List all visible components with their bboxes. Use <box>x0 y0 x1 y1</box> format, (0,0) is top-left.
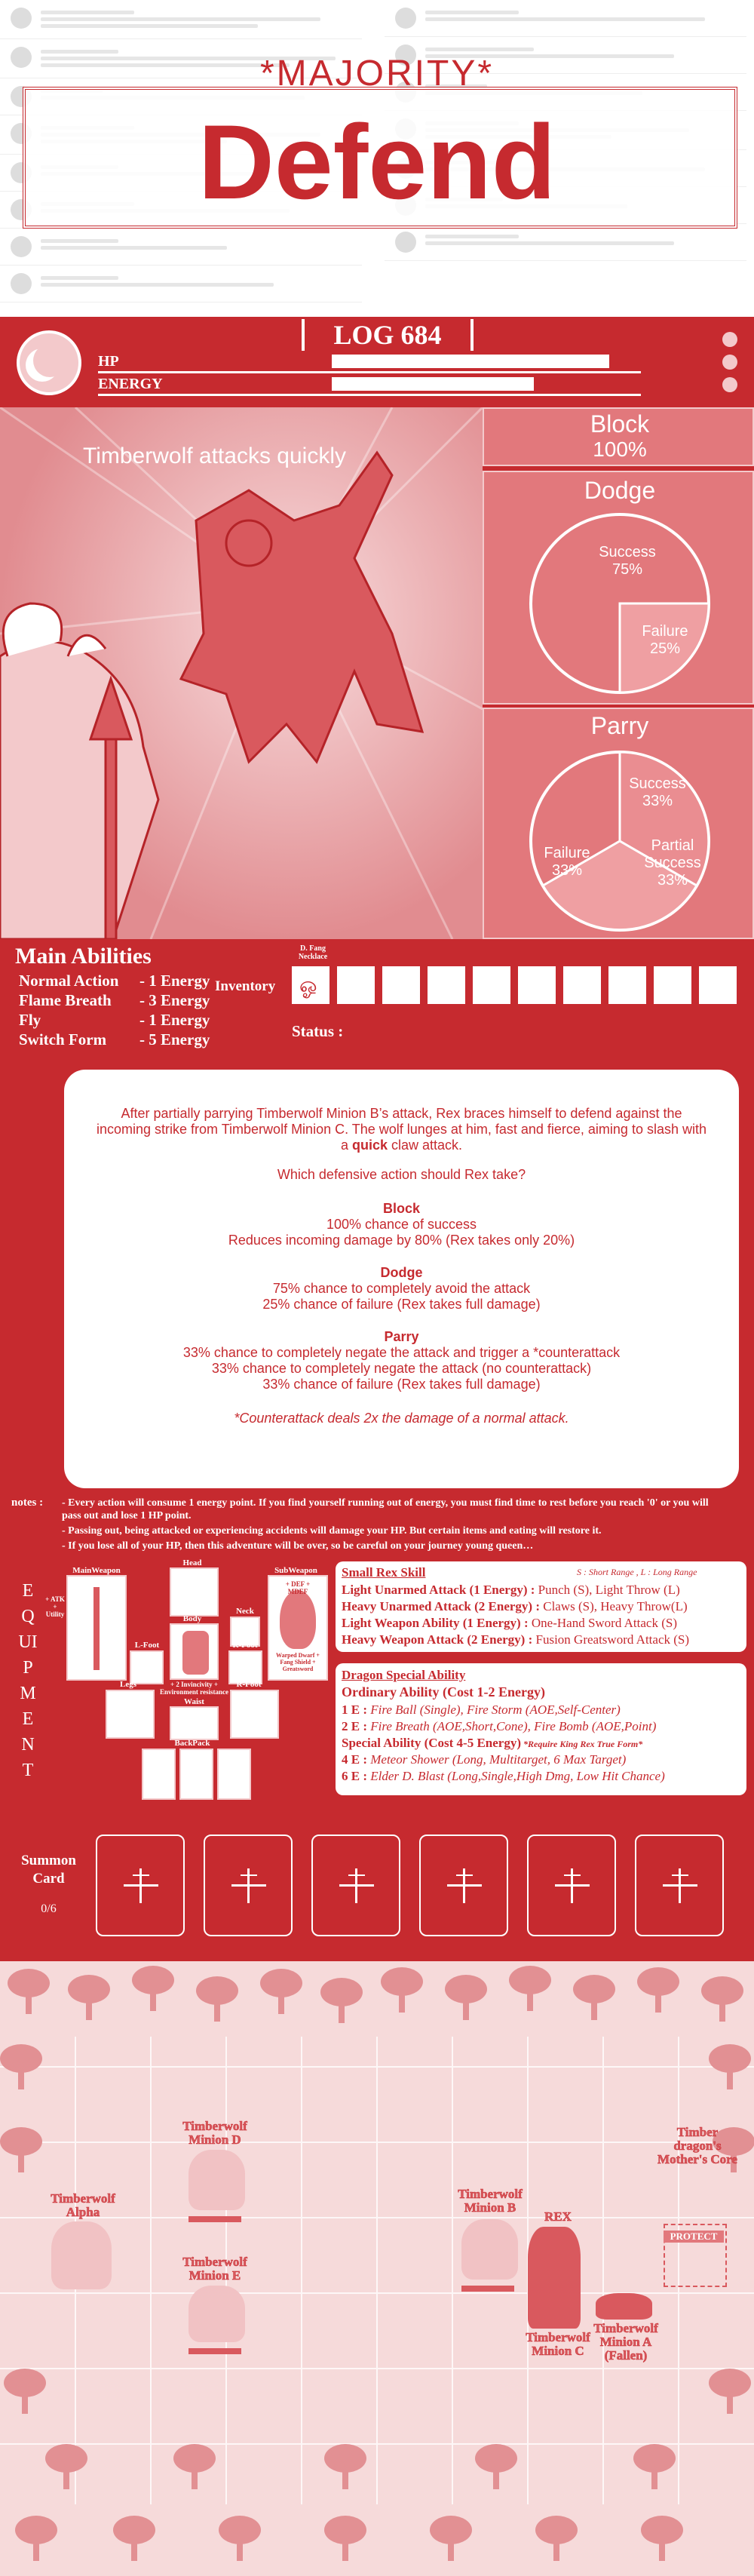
tree-icon <box>113 2516 155 2561</box>
sub-weapon-label: SubWeapon <box>274 1566 317 1575</box>
parry-success-value: 33% <box>642 793 673 809</box>
summon-card-slot[interactable] <box>635 1835 724 1936</box>
range-note: S : Short Range , L : Long Range <box>577 1567 697 1577</box>
dragon-ability-row <box>342 1702 621 1718</box>
tree-icon <box>709 2044 751 2089</box>
block-option-title: Block <box>382 1201 421 1216</box>
ability-cost: - 1 Energy <box>139 972 210 990</box>
dodge-success-label: Success <box>599 544 656 560</box>
parry-title: Parry <box>590 712 649 739</box>
tree-icon <box>324 2516 366 2561</box>
inventory-item-label: D. Fang Necklace <box>298 944 328 961</box>
block-value: 100% <box>593 438 647 461</box>
vote-result: Defend <box>198 103 556 221</box>
unit-label: REX <box>544 2209 572 2224</box>
block-title: Block <box>590 410 650 438</box>
legs-label: Legs <box>120 1680 136 1689</box>
counterattack-note: *Counterattack deals 2x the damage of a normal attack. <box>234 1411 569 1426</box>
summon-card-slot[interactable] <box>419 1835 508 1936</box>
ability-desc: Fire Ball (Single), Fire Storm (AOE,Self-Center) <box>367 1702 621 1717</box>
dragon-ability-box <box>336 1663 746 1795</box>
ability-cost: 4 E : <box>342 1752 367 1767</box>
parry-partial-value: 33% <box>657 872 688 889</box>
block-option-line: Reduces incoming damage by 80% (Rex takes only 20%) <box>228 1233 575 1248</box>
timberwolf-minion-e-sprite[interactable] <box>188 2286 245 2342</box>
legs-slot[interactable] <box>106 1690 155 1739</box>
special-ability-header <box>342 1736 642 1751</box>
small-rex-skill-box <box>336 1561 746 1652</box>
unit-label: Timberwolf Minion A (Fallen) <box>593 2321 658 2363</box>
avatar <box>11 236 32 257</box>
skill-row <box>342 1599 688 1614</box>
tree-icon <box>173 2444 216 2489</box>
parry-option-line: 33% chance to completely negate the attack and trigger a *counterattack <box>182 1345 621 1360</box>
crescent-moon-icon <box>17 330 81 395</box>
energy-underline <box>98 394 641 396</box>
story-question: Which defensive action should Rex take? <box>277 1167 526 1182</box>
hp-bar <box>461 2286 514 2292</box>
inventory-slot[interactable] <box>608 966 646 1004</box>
skill-desc: Claws (S), Heavy Throw(L) <box>540 1599 688 1613</box>
tree-icon <box>132 1966 174 2011</box>
skill-row <box>342 1583 680 1598</box>
parry-option-line: 33% chance to completely negate the attack (no counterattack) <box>211 1361 592 1376</box>
timberwolf-minion-d-sprite[interactable] <box>188 2150 245 2210</box>
timberwolf-minion-a-sprite[interactable] <box>596 2293 652 2320</box>
inventory-slot[interactable] <box>654 966 691 1004</box>
parry-partial-label: Partial Success <box>644 837 701 871</box>
ability-cost: 6 E : <box>342 1769 367 1783</box>
summon-card-slot[interactable] <box>96 1835 185 1936</box>
hp-bar <box>98 353 626 371</box>
energy-label: ENERGY <box>98 376 163 392</box>
tree-icon <box>0 2044 42 2089</box>
dragon-ability-row <box>342 1769 665 1784</box>
inventory-slot[interactable] <box>699 966 737 1004</box>
note-line: - Every action will consume 1 energy point. If you find yourself running out of energy, you must find time to rest before you reach '0' or you will pass out and lose 1 HP point. <box>62 1497 709 1521</box>
parry-option-line: 33% chance of failure (Rex takes full damage) <box>262 1377 541 1392</box>
body-desc: + 2 Invincivity + Environment resistance <box>160 1681 228 1696</box>
body-label: Body <box>182 1614 202 1623</box>
tree-icon <box>8 1969 50 2014</box>
special-ability-requirement: *Require King Rex True Form* <box>521 1739 643 1749</box>
tree-icon <box>320 1978 363 2023</box>
parry-failure-label: Failure <box>544 845 590 861</box>
ability-desc: Elder D. Blast (Long,Single,High Dmg, Low Hit Chance) <box>367 1769 665 1783</box>
hp-bar <box>188 2348 241 2354</box>
energy-bar-fill <box>332 377 534 391</box>
note-line: - Passing out, being attacked or experiencing accidents will damage your HP. But certain items and eating will restore it. <box>62 1525 602 1537</box>
special-ability-title: Special Ability (Cost 4-5 Energy) <box>342 1736 521 1750</box>
tree-icon <box>4 2369 46 2414</box>
parry-option-title: Parry <box>384 1329 419 1344</box>
skill-row <box>342 1616 677 1631</box>
ability-name: Normal Action <box>19 972 119 990</box>
tree-icon <box>324 2444 366 2489</box>
parry-failure-value: 33% <box>551 862 583 879</box>
skill-box-title: Small Rex Skill <box>342 1565 426 1580</box>
ability-cost: 2 E : <box>342 1719 367 1733</box>
skill-name: Heavy Unarmed Attack (2 Energy) : <box>342 1599 540 1613</box>
neck-label: Neck <box>236 1607 254 1616</box>
dodge-failure-label: Failure <box>642 623 688 640</box>
skill-desc: One-Hand Sword Attack (S) <box>528 1616 677 1630</box>
dodge-option-line: 75% chance to completely avoid the attack <box>272 1281 531 1296</box>
note-line: - If you lose all of your HP, then this adventure will be over, so be careful on your journey young queen… <box>62 1540 534 1552</box>
skill-row <box>342 1632 689 1647</box>
ability-name: Switch Form <box>19 1030 107 1049</box>
menu-dot-icon <box>722 355 737 370</box>
dodge-panel <box>483 471 754 705</box>
menu-dot-icon <box>722 377 737 392</box>
block-panel <box>483 407 754 466</box>
avatar <box>395 8 416 29</box>
dragon-box-title: Dragon Special Ability <box>342 1668 466 1682</box>
dodge-title: Dodge <box>584 477 656 504</box>
skill-desc: Punch (S), Light Throw (L) <box>535 1583 680 1597</box>
unit-label: Timberwolf Alpha <box>51 2191 115 2219</box>
hp-underline <box>98 371 641 373</box>
unit-label: Timberwolf Minion E <box>182 2255 247 2283</box>
dragon-ability-row <box>342 1752 626 1767</box>
backpack-slot[interactable] <box>217 1749 251 1800</box>
block-option-line: 100% chance of success <box>326 1217 477 1232</box>
summon-card-label: Summon Card <box>21 1853 76 1887</box>
ability-name: Flame Breath <box>19 991 112 1009</box>
summon-card-count: 0/6 <box>41 1902 57 1915</box>
status-label: Status : <box>292 1022 344 1040</box>
skill-name: Heavy Weapon Attack (2 Energy) : <box>342 1632 533 1647</box>
ability-cost: - 3 Energy <box>139 991 210 1009</box>
summon-card-slot[interactable] <box>527 1835 616 1936</box>
ability-desc: Meteor Shower (Long, Multitarget, 6 Max Target) <box>367 1752 627 1767</box>
rex-sprite[interactable] <box>528 2227 581 2329</box>
hp-bar-fill <box>332 355 609 368</box>
tree-icon <box>509 1966 551 2011</box>
skill-name: Light Weapon Ability (1 Energy) : <box>342 1616 529 1630</box>
battle-map <box>0 1961 754 2576</box>
equipment-label: EQUIPMENT <box>18 1581 38 1780</box>
plus-icon-vertical <box>463 1868 465 1903</box>
body-slot[interactable] <box>170 1623 219 1680</box>
inventory-slot[interactable] <box>518 966 556 1004</box>
inventory-slot[interactable] <box>473 966 510 1004</box>
unit-label: Timberwolf Minion D <box>182 2119 247 2147</box>
menu-dot-icon <box>722 332 737 347</box>
story-card <box>64 1070 739 1488</box>
shield-icon <box>280 1590 316 1649</box>
tree-icon <box>637 1967 679 2013</box>
dodge-option-line: 25% chance of failure (Rex takes full damage) <box>262 1297 541 1312</box>
notes-label: notes : <box>11 1497 44 1509</box>
sub-weapon-desc: + DEF + MDEF <box>285 1580 311 1595</box>
waist-label: Waist <box>184 1697 204 1706</box>
tree-icon <box>701 1976 743 2022</box>
skill-desc: Fusion Greatsword Attack (S) <box>532 1632 690 1647</box>
energy-bar <box>98 376 626 394</box>
timberwolf-minion-b-sprite[interactable] <box>461 2219 518 2280</box>
avatar <box>11 273 32 294</box>
dodge-pie <box>510 511 729 700</box>
plus-icon-vertical <box>355 1868 357 1903</box>
spear-icon <box>93 1587 100 1670</box>
main-weapon-desc: + ATK + Utility <box>45 1595 65 1618</box>
ability-cost: - 1 Energy <box>139 1011 210 1029</box>
plus-icon-vertical <box>679 1868 681 1903</box>
hp-bar <box>188 2216 241 2222</box>
dodge-option-title: Dodge <box>380 1265 423 1280</box>
battle-scene <box>0 407 483 939</box>
avatar <box>395 232 416 253</box>
plus-icon-vertical <box>571 1868 573 1903</box>
tree-icon <box>196 1976 238 2022</box>
backpack-slot[interactable] <box>179 1749 213 1800</box>
log-title: LOG 684 <box>302 319 474 351</box>
parry-success-label: Success <box>629 775 686 792</box>
tree-icon <box>0 2127 42 2172</box>
inventory-slot[interactable] <box>292 966 329 1004</box>
inventory-slot[interactable] <box>382 966 420 1004</box>
unit-label: Timberwolf Minion B <box>458 2187 523 2215</box>
tree-icon <box>445 1975 487 2020</box>
tree-icon <box>381 1967 423 2013</box>
inventory-slot[interactable] <box>337 966 375 1004</box>
timberwolf-alpha-sprite[interactable] <box>51 2221 112 2289</box>
fang-necklace-icon: ஓ <box>299 972 317 997</box>
dragon-ability-row <box>342 1719 656 1734</box>
tree-icon <box>475 2444 517 2489</box>
plus-icon-vertical <box>139 1868 142 1903</box>
armor-icon <box>182 1631 209 1675</box>
tree-icon <box>15 2516 57 2561</box>
backpack-label: BackPack <box>174 1739 210 1748</box>
story-intro: After partially parrying Timberwolf Minion B’s attack, Rex braces himself to defend against the incoming strike from Timberwolf Minion C. The wolf lunges at him, fast and fierce, aiming to slash with a quick claw attack. <box>97 1106 706 1153</box>
backpack-slot[interactable] <box>142 1749 176 1800</box>
ordinary-ability-header: Ordinary Ability (Cost 1-2 Energy) <box>342 1684 545 1699</box>
summon-card-slot[interactable] <box>311 1835 400 1936</box>
tree-icon <box>633 2444 676 2489</box>
ability-cost: - 5 Energy <box>139 1030 210 1049</box>
sub-weapon-name: Warped Dwarf + Fang Shield + Greatsword <box>276 1652 320 1672</box>
parry-panel <box>483 708 754 939</box>
feet-slot[interactable] <box>230 1690 279 1739</box>
majority-label: *MAJORITY* <box>259 54 495 94</box>
tree-icon <box>45 2444 87 2489</box>
ability-cost: 1 E : <box>342 1702 367 1717</box>
inventory-slot[interactable] <box>428 966 465 1004</box>
head-label: Head <box>182 1558 202 1567</box>
tree-icon <box>260 1969 302 2014</box>
unit-label: Timber dragon's Mother's Core <box>657 2125 737 2166</box>
feet-label: R-Foot <box>236 1680 262 1689</box>
tree-icon <box>535 2516 578 2561</box>
ability-desc: Fire Breath (AOE,Short,Cone), Fire Bomb (AOE,Point) <box>367 1719 657 1733</box>
main-weapon-label: MainWeapon <box>72 1566 121 1575</box>
tree-icon <box>219 2516 261 2561</box>
scene-caption: Timberwolf attacks quickly <box>83 444 346 468</box>
inventory-slot[interactable] <box>563 966 601 1004</box>
hp-label: HP <box>98 353 119 370</box>
protect-tag: PROTECT <box>664 2231 724 2243</box>
dodge-success-value: 75% <box>611 561 643 578</box>
unit-label: Timberwolf Minion C <box>526 2330 590 2358</box>
tree-icon <box>430 2516 472 2561</box>
tree-icon <box>641 2516 683 2561</box>
main-weapon-slot[interactable] <box>66 1575 127 1681</box>
tree-icon <box>573 1975 615 2020</box>
battle-illustration <box>0 407 483 939</box>
avatar <box>11 8 32 29</box>
tree-icon <box>68 1975 110 2020</box>
summon-card-slot[interactable] <box>204 1835 293 1936</box>
inventory-label: Inventory <box>215 978 276 994</box>
head-slot[interactable] <box>170 1567 219 1617</box>
tree-icon <box>709 2369 751 2414</box>
skill-name: Light Unarmed Attack (1 Energy) : <box>342 1583 535 1597</box>
dodge-failure-value: 25% <box>649 640 681 657</box>
abilities-title: Main Abilities <box>15 944 152 969</box>
right-foot-label: R-Foot <box>232 1641 258 1650</box>
waist-slot[interactable] <box>170 1706 219 1740</box>
ability-name: Fly <box>19 1011 41 1029</box>
left-foot-label: L-Foot <box>134 1641 160 1650</box>
plus-icon-vertical <box>247 1868 250 1903</box>
